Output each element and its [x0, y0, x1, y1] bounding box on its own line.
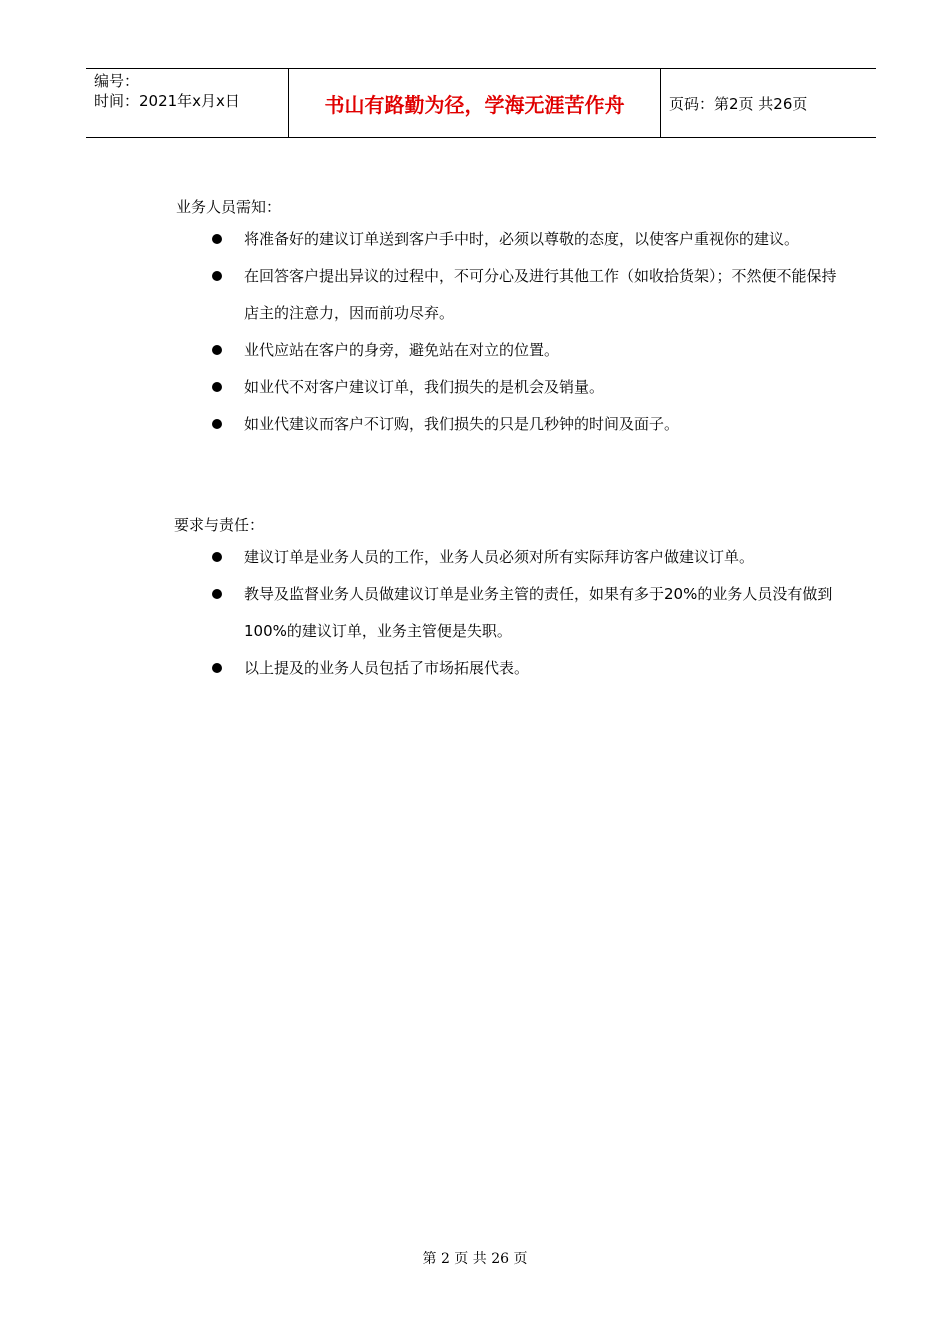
header-page-info: 页码：第2页 共26页	[669, 94, 808, 113]
number-label: 编号：	[94, 72, 140, 90]
list-item: 以上提及的业务人员包括了市场拓展代表。	[210, 650, 840, 687]
requirements-list	[210, 539, 840, 687]
bullet-icon	[210, 406, 244, 443]
section-title-requirements: 要求与责任：	[174, 516, 265, 534]
bullet-icon	[210, 539, 244, 576]
list-item: 将准备好的建议订单送到客户手中时，必须以尊敬的态度，以使客户重视你的建议。	[210, 221, 840, 258]
list-item: 如业代不对客户建议订单，我们损失的是机会及销量。	[210, 369, 840, 406]
bullet-icon	[210, 221, 244, 258]
notice-list	[210, 221, 840, 443]
list-item: 建议订单是业务人员的工作，业务人员必须对所有实际拜访客户做建议订单。	[210, 539, 840, 576]
list-item: 在回答客户提出异议的过程中，不可分心及进行其他工作（如收拾货架）；不然便不能保持店主的注意力，因而前功尽弃。	[210, 258, 840, 332]
list-item: 业代应站在客户的身旁，避免站在对立的位置。	[210, 332, 840, 369]
date-line: 时间：2021年x月x日	[94, 92, 240, 110]
header-motto: 书山有路勤为径，学海无涯苦作舟	[288, 69, 661, 137]
header-meta	[86, 69, 288, 137]
list-item: 教导及监督业务人员做建议订单是业务主管的责任，如果有多于20%的业务人员没有做到100%的建议订单，业务主管便是失职。	[210, 576, 840, 650]
bullet-icon	[210, 369, 244, 406]
list-item: 如业代建议而客户不订购，我们损失的只是几秒钟的时间及面子。	[210, 406, 840, 443]
bullet-icon	[210, 576, 244, 650]
bullet-icon	[210, 650, 244, 687]
page-header	[86, 68, 876, 138]
bullet-icon	[210, 332, 244, 369]
section-title-notice: 业务人员需知：	[176, 198, 282, 216]
bullet-icon	[210, 258, 244, 332]
page-footer: 第 2 页 共 26 页	[422, 1251, 528, 1267]
